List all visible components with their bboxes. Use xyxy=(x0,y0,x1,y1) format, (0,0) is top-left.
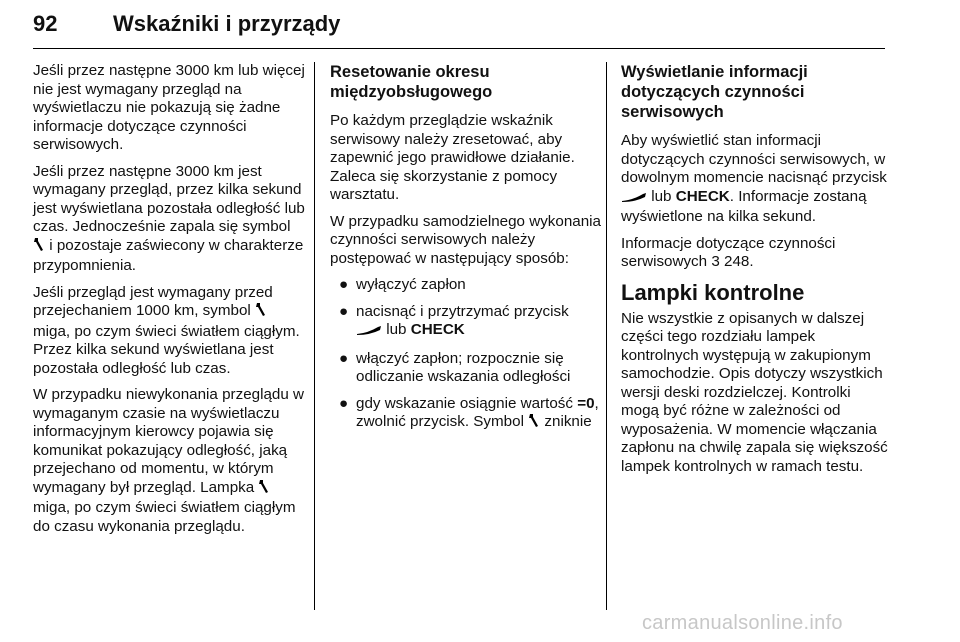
bullet-list xyxy=(330,276,602,434)
wrench-icon xyxy=(528,413,540,434)
paragraph: Informacje dotyczące czynności serwisowych 3 248. xyxy=(621,234,836,270)
bullet-icon: ● xyxy=(339,349,349,367)
page-reference[interactable]: 3 248. xyxy=(711,253,754,270)
bullet-icon: ● xyxy=(339,302,349,320)
column-divider xyxy=(606,62,607,610)
section-heading: Wyświetlanie informacji dotyczących czynności serwisowych xyxy=(621,63,808,121)
page-title: Wskaźniki i przyrządy xyxy=(113,11,341,36)
paragraph: Aby wyświetlić stan informacji dotyczących czynności serwisowych, w dowolnym momencie nacisnąć przycisk lub CHECK. Informacje zostaną wyświetlone na kilka sekund. xyxy=(621,132,887,225)
section-heading: Lampki kontrolne xyxy=(621,279,805,305)
page-header xyxy=(33,4,885,48)
paragraph: Nie wszystkie z opisanych w dalszej części tego rozdziału lampek kontrolnych występują w zakupionym samochodzie. Opis dotyczy wszystkich wersji deski rozdzielczej. Kontrolki mogą być różne w zależności od wyposażenia. W momencie włączania zapłonu na chwilę zapala się większość lampek kontrolnych w ramach testu. xyxy=(621,309,888,475)
wrench-icon xyxy=(258,479,270,500)
paragraph: W przypadku samodzielnego wykonania czynności serwisowych należy postępować w następujący sposób: xyxy=(330,212,601,267)
list-item: ● gdy wskazanie osiągnie wartość =0, zwolnić przycisk. Symbol zniknie xyxy=(330,395,602,434)
list-item: ● włączyć zapłon; rozpocznie się odliczanie wskazania odległości xyxy=(339,349,571,385)
bullet-icon: ● xyxy=(339,276,349,293)
stalk-button-icon xyxy=(356,323,382,342)
list-item: ● wyłączyć zapłon xyxy=(339,276,466,293)
paragraph: W przypadku niewykonania przeglądu w wymaganym czasie na wyświetlaczu informacyjnym kierowcy pojawia się komunikat pokazujący odległość, jaką przejechano od momentu, w którym wymagany był przegląd. Lampka miga, po czym świeci światłem ciągłym do czasu wykonania przeglądu. xyxy=(33,386,304,535)
page-number: 92 xyxy=(33,11,58,36)
header-rule xyxy=(33,48,885,49)
paragraph: Po każdym przeglądzie wskaźnik serwisowy należy zresetować, aby zapewnić jego prawidłowe działanie. Zaleca się skorzystanie z pomocy warsztatu. xyxy=(330,112,575,203)
column-1 xyxy=(33,62,305,544)
column-3 xyxy=(621,62,889,484)
wrench-icon xyxy=(255,302,267,323)
stalk-button-icon xyxy=(621,190,647,209)
paragraph: Jeśli przez następne 3000 km jest wymagany przegląd, przez kilka sekund jest wyświetlana pozostała odległość lub czas. Jednocześnie zapala się symbol i pozostaje zaświecony w charakterze przypomnienia. xyxy=(33,162,305,274)
paragraph: Jeśli przez następne 3000 km lub więcej nie jest wymagany przegląd na wyświetlaczu nie pokazują się żadne informacje dotyczące czynności serwisowych. xyxy=(33,62,305,153)
section-heading: Resetowanie okresu międzyobsługowego xyxy=(330,63,493,101)
wrench-icon xyxy=(33,237,45,258)
watermark: carmanualsonline.info xyxy=(642,612,843,634)
paragraph: Jeśli przegląd jest wymagany przed przejechaniem 1000 km, symbol miga, po czym świeci światłem ciągłym. Przez kilka sekund wyświetlana jest pozostała odległość lub czas. xyxy=(33,283,300,377)
list-item: ● nacisnąć i przytrzymać przycisk lub CHECK xyxy=(330,303,602,342)
column-2 xyxy=(330,62,602,442)
bullet-icon: ● xyxy=(339,394,349,412)
column-divider xyxy=(314,62,315,610)
